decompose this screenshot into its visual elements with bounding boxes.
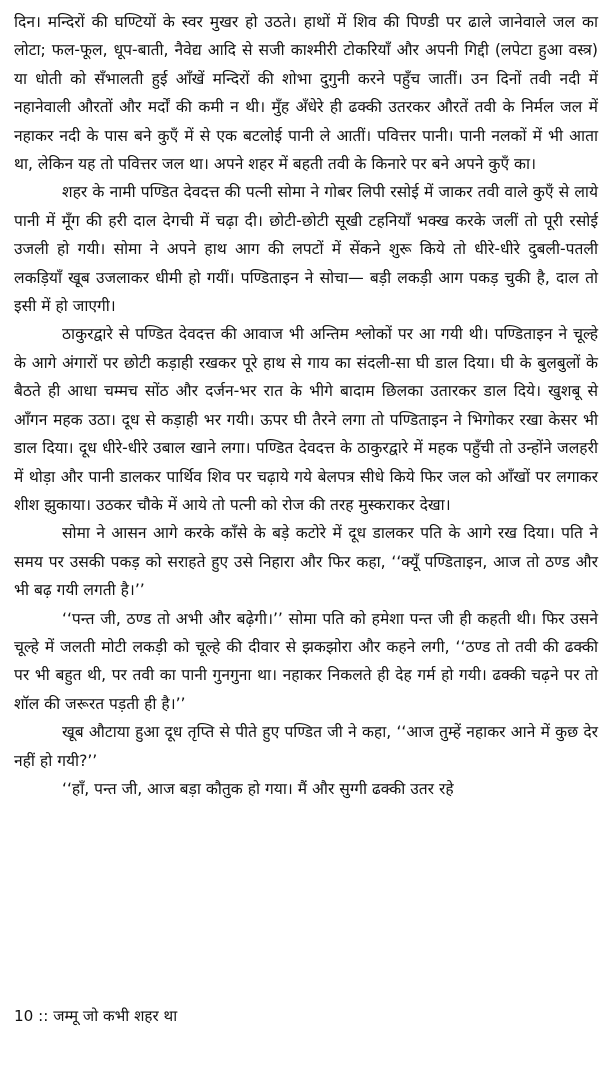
paragraph-3: ठाकुरद्वारे से पण्डित देवदत्त की आवाज भी अन्तिम श्लोकों पर आ गयी थी। पण्डिताइन ने चूल्हे के आगे अंगारों पर छोटी कड़ाही रखकर पूरे हाथ से गाय का संदली-सा घी डाल दिया। घी के बुलबुलों के बैठते ही आधा चम्मच सोंठ और दर्जन-भर रात के भीगे बादाम छिलका उतारकर डाल दिये। खुशबू से आँगन महक उठा। दूध से कड़ाही भर गयी। ऊपर घी तैरने लगा तो पण्डिताइन ने भिगोकर रखा केसर भी डाल दिया। दूध धीरे-धीरे उबाल खाने लगा। पण्डित देवदत्त के ठाकुरद्वारे में महक पहुँची तो उन्होंने जलहरी में थोड़ा और पानी डालकर पार्थिव शिव पर चढ़ाये गये बेलपत्र सीधे किये फिर जल को आँखों पर लगाकर शीश झुकाया। उठकर चौके में आये तो पत्नी को रोज की तरह मुस्कराकर देखा। xyxy=(14,325,598,514)
paragraph-6: खूब औटाया हुआ दूध तृप्ति से पीते हुए पण्डित जी ने कहा, ‘‘आज तुम्हें नहाकर आने में कुछ देर नहीं हो गयी?’’ xyxy=(14,723,598,770)
paragraph-2: शहर के नामी पण्डित देवदत्त की पत्नी सोमा ने गोबर लिपी रसोई में जाकर तवी वाले कुएँ से लाये पानी में मूँग की हरी दाल देगची में चढ़ा दी। छोटी-छोटी सूखी टहनियाँ भक्ख करके जलीं तो पूरी रसोई उजली हो गयी। सोमा ने अपने हाथ आग की लपटों में सेंकने शुरू किये तो धीरे-धीरे दुबली-पतली लकड़ियाँ खूब उजलाकर धीमी हो गयीं। पण्डिताइन ने सोचा— बड़ी लकड़ी आग पकड़ चुकी है, दाल तो इसी में हो जाएगी। xyxy=(14,183,598,316)
paragraph-1: दिन। मन्दिरों की घण्टियों के स्वर मुखर हो उठते। हाथों में शिव की पिण्डी पर ढाले जानेवाले जल का लोटा; फल-फूल, धूप-बाती, नैवेद्य आदि से सजी काश्मीरी टोकरियाँ और अपनी गिद्दी (लपेटा हुआ वस्त्र) या धोती को सँभालती हुई आँखें मन्दिरों की शोभा दुगुनी करने पहुँच जातीं। उन दिनों तवी नदी में नहानेवाली औरतों और मर्दों की कमी न थी। मुँह अँधेरे ही ढक्की उतरकर औरतें तवी के निर्मल जल में नहाकर नदी के पास बने कुएँ में से एक बटलोई पानी ले आतीं। पवित्तर पानी। पानी नलकों में भी आता था, लेकिन यह तो पवित्तर जल था। अपने शहर में बहती तवी के किनारे पर बने अपने कुएँ का। xyxy=(14,13,598,174)
paragraph-7: ‘‘हाँ, पन्त जी, आज बड़ा कौतुक हो गया। मैं और सुग्गी ढक्की उतर रहे xyxy=(62,779,454,798)
page-body xyxy=(14,8,598,803)
paragraph-5: ‘‘पन्त जी, ठण्ड तो अभी और बढ़ेगी।’’ सोमा पति को हमेशा पन्त जी ही कहती थी। फिर उसने चूल्हे में जलती मोटी लकड़ी को चूल्हे की दीवार से झकझोरा और कहने लगी, ‘‘ठण्ड तो तवी की ढक्की पर भी बहुत थी, पर तवी का पानी गुनगुना था। नहाकर निकलते ही देह गर्म हो गयी। ढक्की चढ़ने पर तो शॉल की जरूरत पड़ती ही है।’’ xyxy=(14,609,598,713)
paragraph-4: सोमा ने आसन आगे करके काँसे के बड़े कटोरे में दूध डालकर पति के आगे रख दिया। पति ने समय पर उसकी पकड़ को सराहते हुए उसे निहारा और फिर कहा, ‘‘क्यूँ पण्डिताइन, आज तो ठण्ड और भी बढ़ गयी लगती है।’’ xyxy=(14,524,598,600)
page-footer: 10 :: जम्मू जो कभी शहर था xyxy=(14,1007,178,1025)
